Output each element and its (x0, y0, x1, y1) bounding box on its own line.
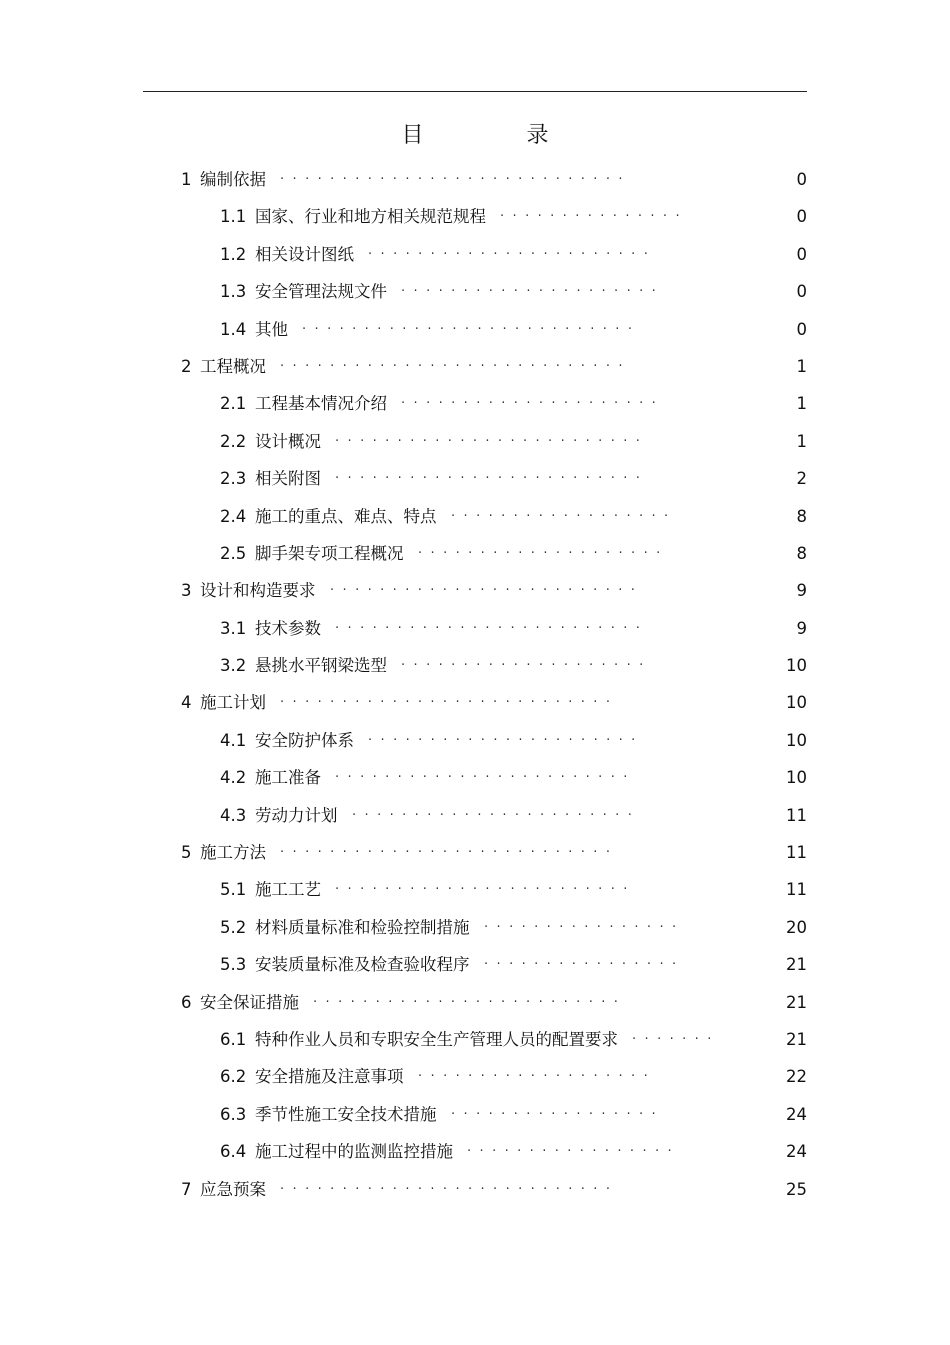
toc-entry[interactable] (0, 647, 950, 684)
toc-entry-number: 2.4 (220, 506, 247, 526)
toc-entry-page: 9 (796, 618, 807, 638)
toc-entry[interactable] (0, 572, 950, 609)
toc-entry-number: 1.4 (220, 319, 247, 339)
toc-entry[interactable] (0, 236, 950, 273)
toc-entry-page: 25 (786, 1179, 807, 1199)
toc-entry-number: 4.2 (220, 768, 247, 788)
toc-entry-label: 工程概况 (200, 356, 266, 376)
toc-dot-leader: ················· (451, 1106, 665, 1122)
toc-entry-label: 施工准备 (255, 768, 321, 788)
header-rule (143, 91, 807, 92)
toc-entry-page: 10 (786, 693, 807, 713)
toc-dot-leader: ························· (330, 583, 644, 599)
toc-entry-label: 悬挑水平钢梁选型 (255, 656, 387, 676)
toc-entry[interactable] (0, 498, 950, 535)
toc-list (0, 161, 950, 1208)
toc-entry-number: 6 (181, 992, 192, 1012)
toc-entry-number: 6.1 (220, 1029, 247, 1049)
toc-entry-label: 其他 (255, 319, 288, 339)
toc-entry[interactable] (0, 684, 950, 721)
toc-dot-leader: ···························· (280, 172, 631, 187)
toc-dot-leader: ················ (484, 919, 685, 935)
toc-entry-number: 7 (181, 1179, 192, 1199)
toc-entry[interactable] (0, 1058, 950, 1095)
toc-entry-number: 3 (181, 581, 192, 601)
toc-entry-label: 安全管理法规文件 (255, 282, 387, 302)
toc-entry[interactable] (0, 871, 950, 908)
toc-entry-label: 相关设计图纸 (255, 244, 354, 264)
toc-entry-page: 11 (786, 805, 807, 825)
toc-dot-leader: ······················· (368, 246, 657, 262)
toc-entry-label: 技术参数 (255, 618, 321, 638)
toc-entry[interactable] (0, 198, 950, 235)
toc-entry-page: 0 (796, 319, 807, 339)
toc-dot-leader: ················· (467, 1144, 681, 1160)
toc-entry-number: 5.1 (220, 880, 247, 900)
toc-entry-number: 5.2 (220, 917, 247, 937)
toc-entry-page: 1 (796, 394, 807, 414)
toc-entry-page: 21 (786, 955, 807, 975)
toc-entry-page: 1 (796, 431, 807, 451)
toc-dot-leader: ························· (335, 433, 649, 449)
toc-dot-leader: ···················· (418, 545, 669, 561)
toc-dot-leader: ··························· (280, 695, 619, 711)
toc-entry[interactable] (0, 722, 950, 759)
toc-dot-leader: ······· (632, 1031, 720, 1047)
toc-entry-label: 施工方法 (200, 843, 266, 863)
toc-entry-number: 4 (181, 693, 192, 713)
toc-entry-page: 2 (796, 469, 807, 489)
toc-entry-number: 3.1 (220, 618, 247, 638)
toc-dot-leader: ······················· (352, 807, 641, 823)
toc-entry-number: 6.2 (220, 1067, 247, 1087)
toc-entry-page: 24 (786, 1104, 807, 1124)
toc-entry-number: 2.2 (220, 431, 247, 451)
toc-entry-label: 脚手架专项工程概况 (255, 543, 404, 563)
toc-entry-label: 安全保证措施 (200, 992, 299, 1012)
toc-entry-label: 特种作业人员和专职安全生产管理人员的配置要求 (255, 1029, 618, 1049)
toc-entry-label: 施工的重点、难点、特点 (255, 506, 437, 526)
toc-entry-page: 0 (796, 170, 807, 189)
toc-entry[interactable] (0, 797, 950, 834)
toc-entry[interactable] (0, 1096, 950, 1133)
toc-dot-leader: ··············· (500, 209, 688, 225)
toc-entry[interactable] (0, 909, 950, 946)
toc-entry-page: 9 (796, 581, 807, 601)
toc-entry-number: 3.2 (220, 656, 247, 676)
toc-entry-number: 5 (181, 843, 192, 863)
toc-entry[interactable] (0, 834, 950, 871)
toc-entry-number: 5.3 (220, 955, 247, 975)
toc-entry-page: 0 (796, 282, 807, 302)
toc-entry-number: 1.3 (220, 282, 247, 302)
toc-dot-leader: ·················· (451, 508, 677, 524)
toc-entry-number: 1 (181, 170, 192, 189)
toc-entry-page: 20 (786, 917, 807, 937)
toc-entry[interactable] (0, 535, 950, 572)
toc-dot-leader: ························· (335, 620, 649, 636)
toc-dot-leader: ··························· (280, 1181, 619, 1197)
toc-entry-page: 0 (796, 244, 807, 264)
toc-entry-number: 1.1 (220, 207, 247, 227)
toc-entry-label: 编制依据 (200, 170, 266, 189)
toc-dot-leader: ···························· (280, 358, 631, 374)
toc-entry-page: 8 (796, 506, 807, 526)
toc-entry-label: 设计概况 (255, 431, 321, 451)
toc-entry-label: 安装质量标准及检查验收程序 (255, 955, 470, 975)
toc-entry-label: 工程基本情况介绍 (255, 394, 387, 414)
toc-entry-label: 施工过程中的监测监控措施 (255, 1142, 453, 1162)
toc-dot-leader: ························· (335, 471, 649, 487)
toc-entry-label: 施工计划 (200, 693, 266, 713)
toc-entry[interactable] (0, 423, 950, 460)
toc-entry-label: 设计和构造要求 (200, 581, 316, 601)
toc-entry-number: 2.5 (220, 543, 247, 563)
toc-entry-page: 8 (796, 543, 807, 563)
toc-entry-label: 安全措施及注意事项 (255, 1067, 404, 1087)
toc-entry-page: 24 (786, 1142, 807, 1162)
toc-entry-number: 6.3 (220, 1104, 247, 1124)
toc-entry-number: 1.2 (220, 244, 247, 264)
toc-entry-page: 1 (796, 356, 807, 376)
toc-entry[interactable] (0, 348, 950, 385)
toc-entry-label: 季节性施工安全技术措施 (255, 1104, 437, 1124)
toc-entry-page: 10 (786, 730, 807, 750)
toc-entry[interactable] (0, 1133, 950, 1170)
toc-dot-leader: ····················· (401, 284, 665, 300)
toc-entry-page: 21 (786, 992, 807, 1012)
toc-entry-number: 6.4 (220, 1142, 247, 1162)
toc-entry-page: 0 (796, 207, 807, 227)
toc-entry-label: 材料质量标准和检验控制措施 (255, 917, 470, 937)
toc-entry[interactable] (0, 946, 950, 983)
toc-dot-leader: ················ (484, 957, 685, 973)
toc-entry[interactable] (0, 385, 950, 422)
toc-dot-leader: ···················· (401, 658, 652, 674)
toc-dot-leader: ························· (313, 994, 627, 1010)
toc-entry-page: 11 (786, 880, 807, 900)
toc-dot-leader: ··························· (280, 845, 619, 861)
toc-entry-number: 2 (181, 356, 192, 376)
toc-entry-label: 应急预案 (200, 1179, 266, 1199)
toc-entry[interactable] (0, 1021, 950, 1058)
toc-entry-page: 21 (786, 1029, 807, 1049)
toc-entry-number: 2.3 (220, 469, 247, 489)
toc-entry-label: 安全防护体系 (255, 730, 354, 750)
toc-entry-page: 22 (786, 1067, 807, 1087)
toc-entry-number: 4.3 (220, 805, 247, 825)
toc-entry-label: 劳动力计划 (255, 805, 338, 825)
toc-dot-leader: ··························· (302, 321, 641, 337)
toc-dot-leader: ························ (335, 770, 636, 786)
toc-dot-leader: ························ (335, 882, 636, 898)
toc-entry[interactable] (0, 1171, 950, 1208)
toc-entry-label: 施工工艺 (255, 880, 321, 900)
toc-title: 目 录 (401, 123, 597, 148)
toc-entry[interactable] (0, 610, 950, 647)
toc-entry-label: 相关附图 (255, 469, 321, 489)
toc-entry-label: 国家、行业和地方相关规范规程 (255, 207, 486, 227)
toc-dot-leader: ······················ (368, 732, 644, 748)
toc-entry-page: 10 (786, 768, 807, 788)
toc-entry-page: 11 (786, 843, 807, 863)
toc-dot-leader: ····················· (401, 396, 665, 412)
toc-entry[interactable] (0, 311, 950, 348)
toc-entry[interactable] (0, 460, 950, 497)
toc-entry[interactable] (0, 161, 950, 198)
toc-entry-page: 10 (786, 656, 807, 676)
toc-dot-leader: ··················· (418, 1069, 657, 1085)
toc-entry[interactable] (0, 759, 950, 796)
toc-entry[interactable] (0, 273, 950, 310)
toc-entry-number: 2.1 (220, 394, 247, 414)
toc-entry[interactable] (0, 984, 950, 1021)
toc-entry-number: 4.1 (220, 730, 247, 750)
